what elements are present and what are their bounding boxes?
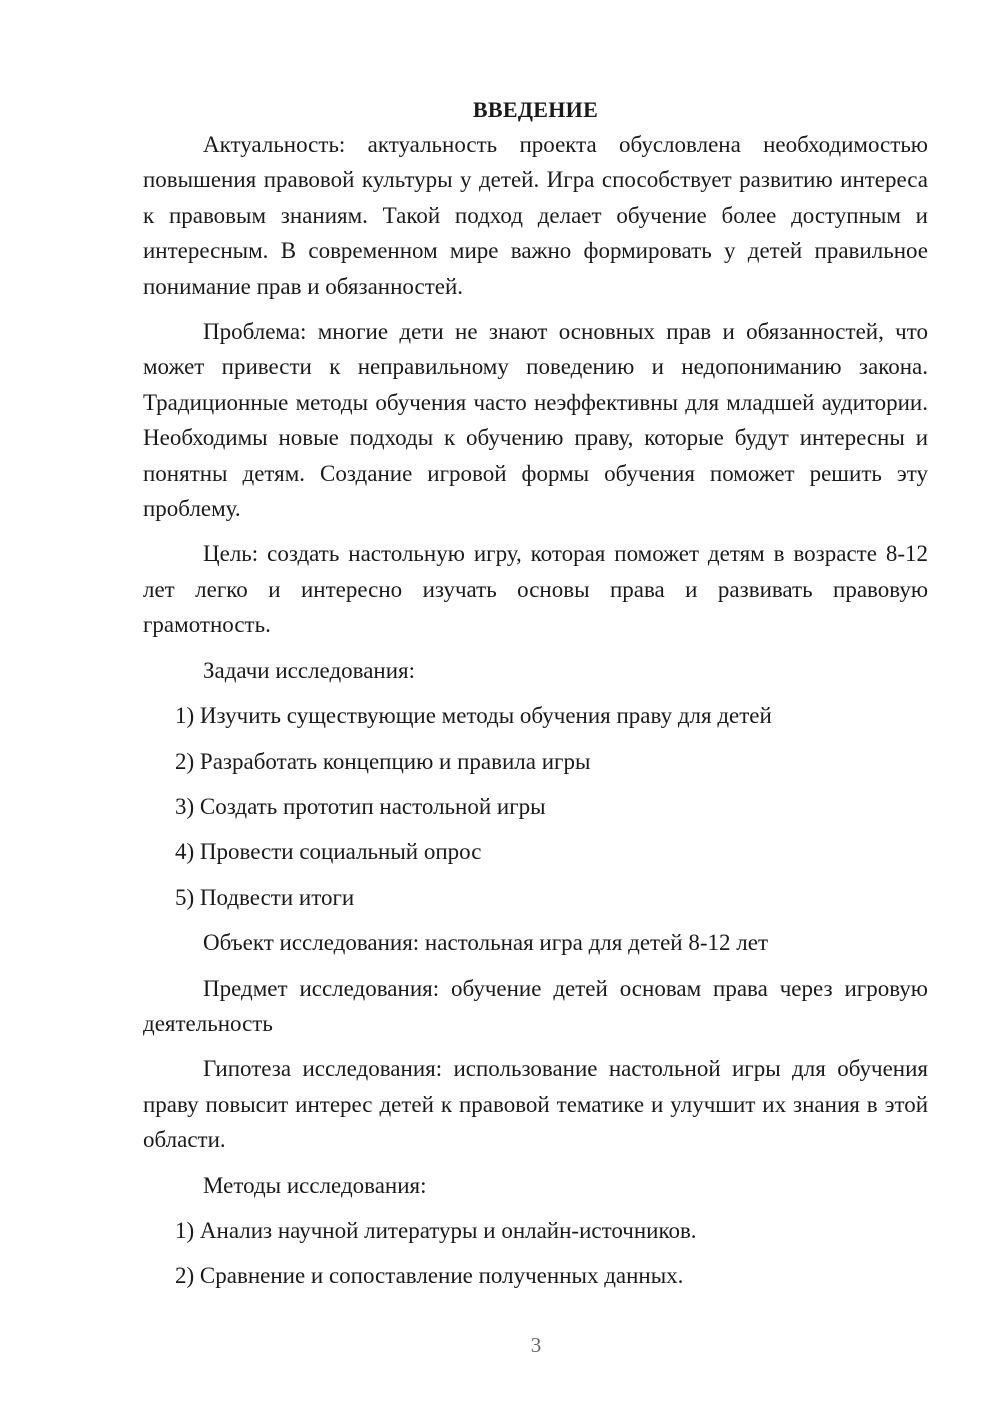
list-item: 3) Создать прототип настольной игры — [175, 793, 546, 819]
list-item: 1) Анализ научной литературы и онлайн-источников. — [175, 1217, 697, 1243]
list-item: 1) Изучить существующие методы обучения праву для детей — [175, 703, 772, 729]
list-item: 4) Провести социальный опрос — [175, 839, 482, 865]
section-title: ВВЕДЕНИЕ — [472, 97, 599, 122]
paragraph-hypothesis: Гипотеза исследования: использование настольной игры для обучения праву повысит интерес детей к правовой тематике и улучшит их знания в этой области. — [143, 1056, 928, 1153]
methods-list — [143, 1213, 928, 1294]
list-item: 5) Подвести итоги — [175, 884, 355, 910]
paragraph-goal: Цель: создать настольную игру, которая поможет детям в возрасте 8-12 лет легко и интересно изучать основы права и развивать правовую грамотность. — [143, 541, 928, 638]
paragraph-object: Объект исследования: настольная игра для детей 8-12 лет — [203, 930, 768, 956]
paragraph-problem: Проблема: многие дети не знают основных прав и обязанностей, что может привести к неправильному поведению и недопониманию закона. Традиционные методы обучения часто неэффективны для младшей аудитории. Необходимы новые подходы к обучению праву, которые будут интересны и понятны детям. Создание игровой формы обучения поможет решить эту проблему. — [143, 319, 928, 522]
list-item: 2) Сравнение и сопоставление полученных данных. — [175, 1263, 684, 1289]
document-page — [143, 92, 928, 1294]
tasks-heading: Задачи исследования: — [203, 657, 416, 683]
page-number: 3 — [530, 1333, 542, 1357]
methods-heading: Методы исследования: — [203, 1172, 427, 1198]
paragraph-relevance: Актуальность: актуальность проекта обусловлена необходимостью повышения правовой культуры у детей. Игра способствует развитию интереса к правовым знаниям. Такой подход делает обучение более доступным и интересным. В современном мире важно формировать у детей правильное понимание прав и обязанностей. — [143, 132, 928, 299]
list-item: 2) Разработать концепцию и правила игры — [175, 748, 591, 774]
paragraph-subject: Предмет исследования: обучение детей основам права через игровую деятельность — [143, 975, 928, 1036]
tasks-list — [143, 698, 928, 915]
